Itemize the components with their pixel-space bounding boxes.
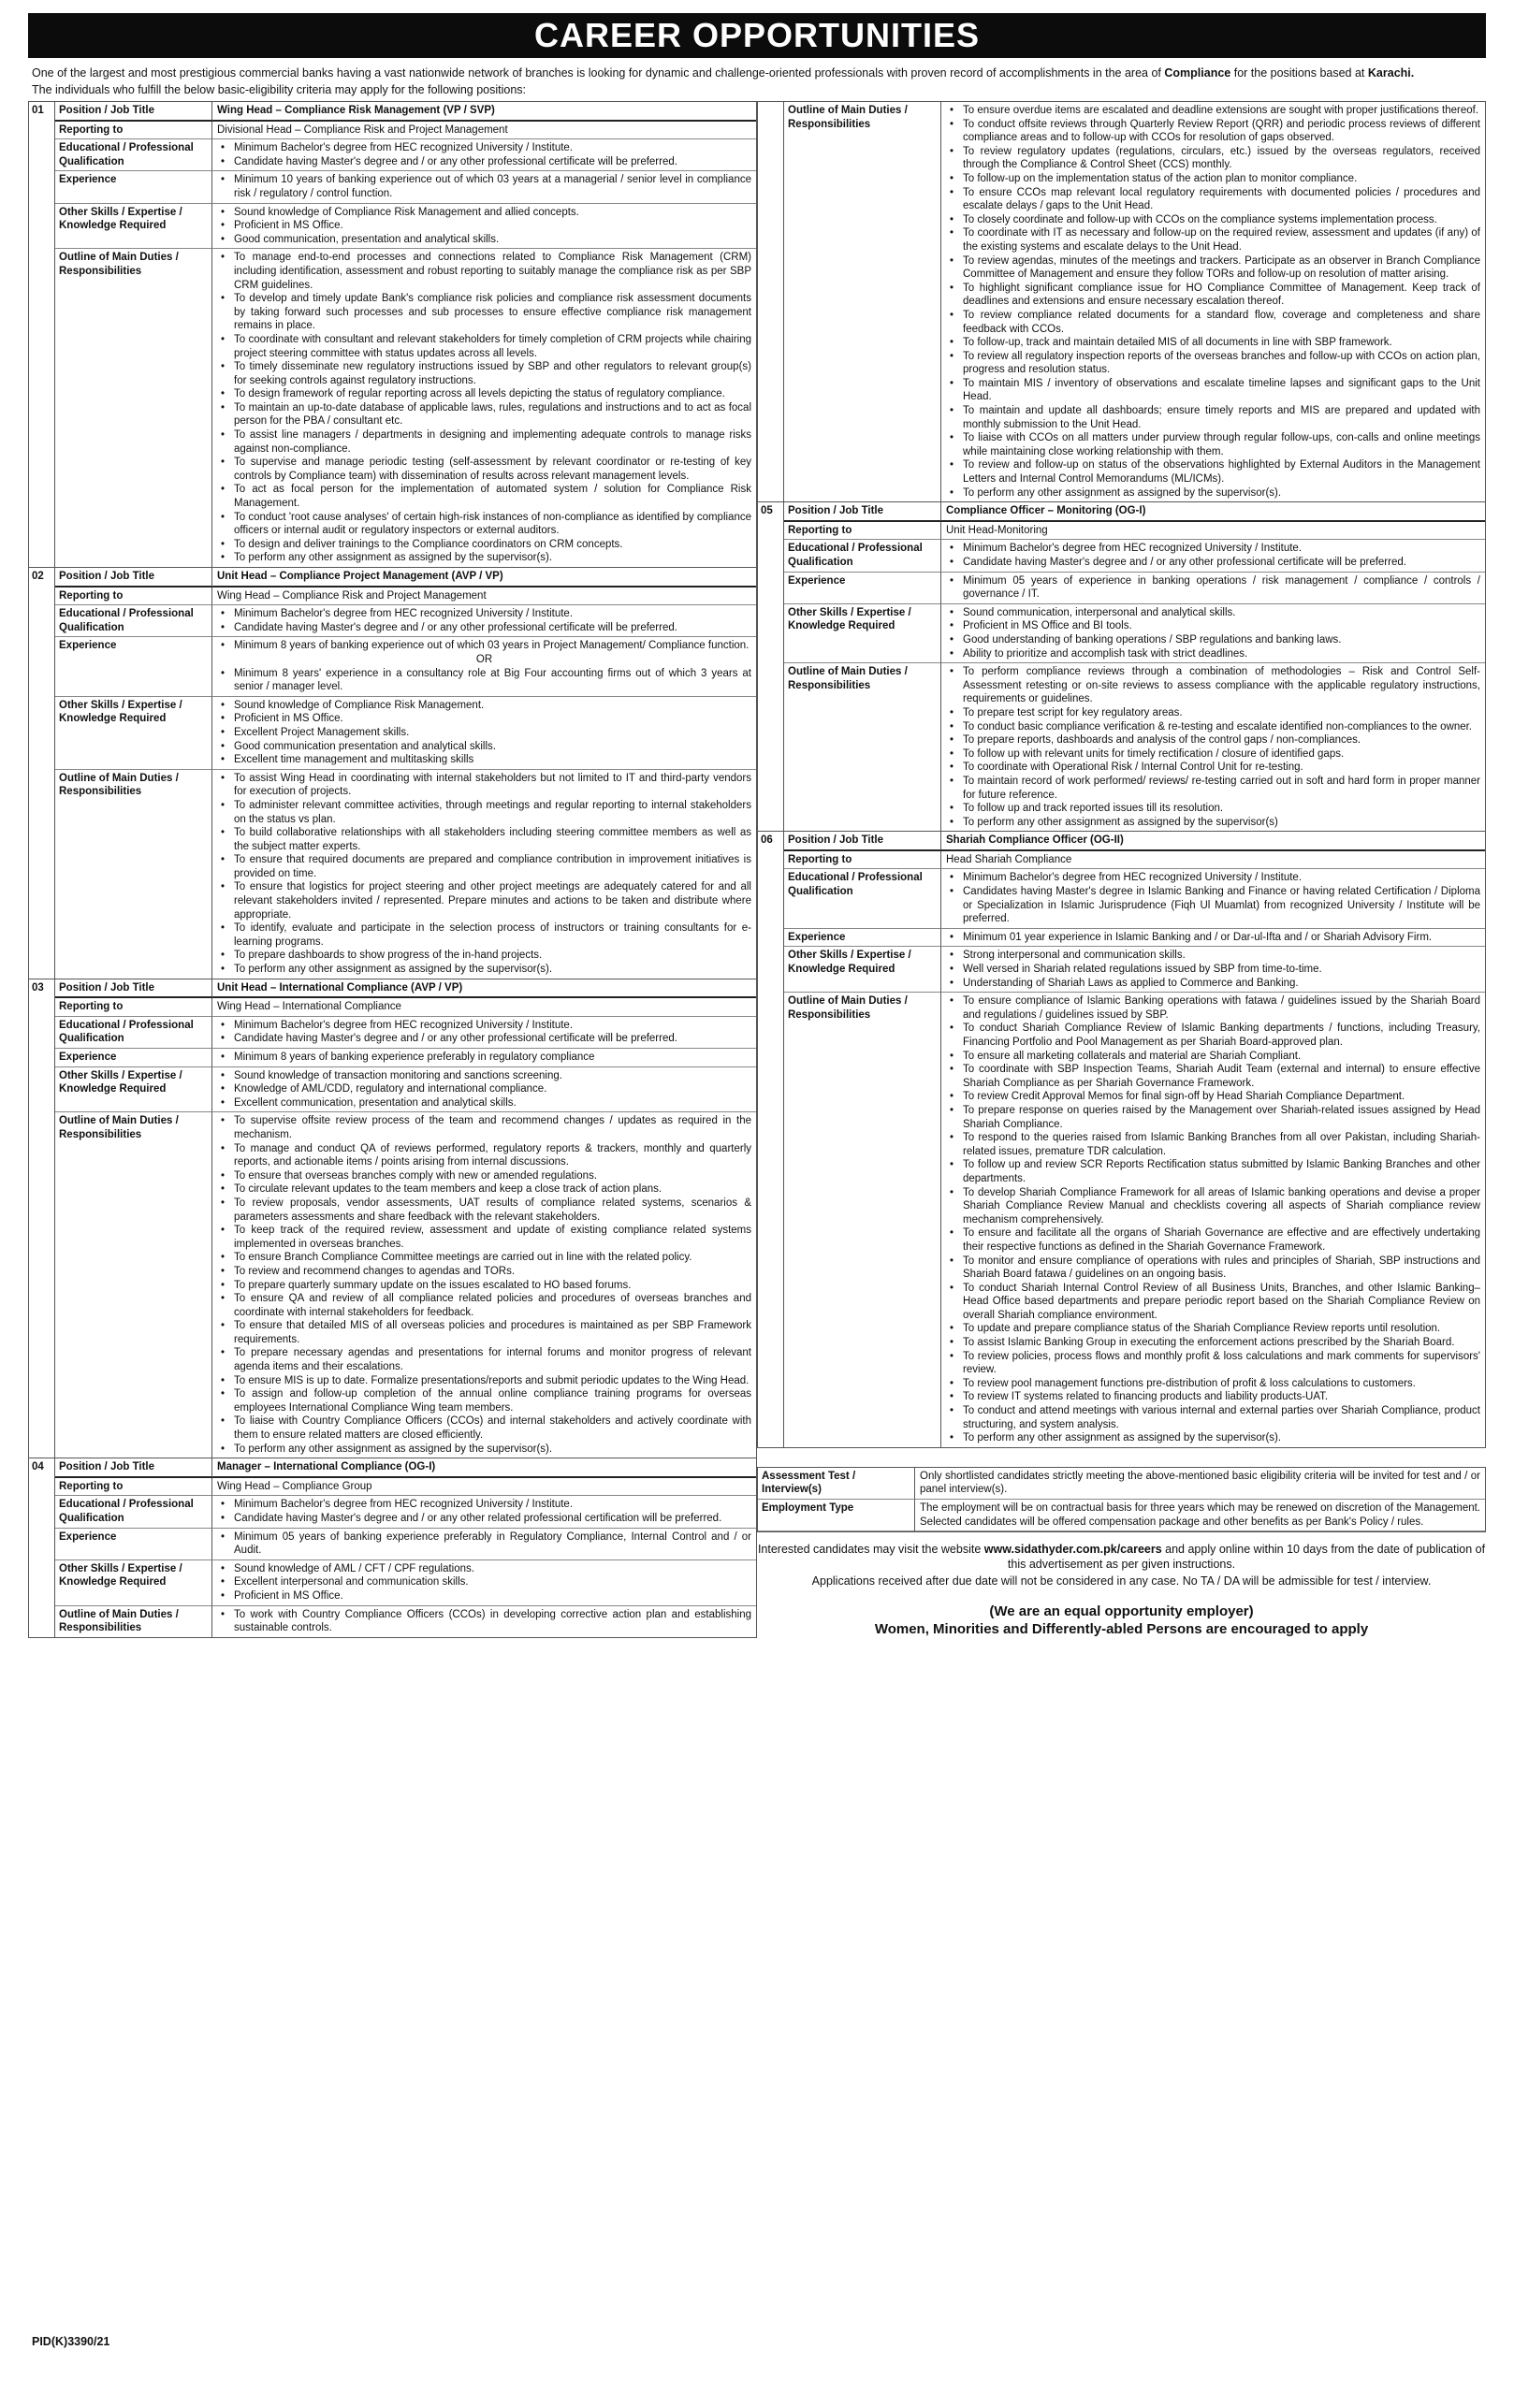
employment-text: The employment will be on contractual basis for three years which may be renewed on discretion of the Management. Selected candidates will be offered compensation package and other benefits as per Bank's Policy / rules.: [915, 1500, 1485, 1531]
skills-list: [217, 699, 751, 767]
position-label: Position / Job Title: [784, 832, 941, 851]
skills-list: [946, 949, 1480, 990]
skills-label: Other Skills / Expertise / Knowledge Required: [55, 1560, 212, 1606]
duties-value: [212, 249, 756, 567]
experience-value: [212, 637, 756, 696]
skills-value: [941, 604, 1485, 663]
skills-list-item: • Proficient in MS Office.: [217, 712, 751, 726]
duties-list-item: • To follow up and track reported issues till its resolution.: [946, 802, 1480, 816]
duties-label: Outline of Main Duties / Responsibilities: [784, 102, 941, 501]
duties-label: Outline of Main Duties / Responsibilities: [55, 249, 212, 567]
duties-list-item: • To perform any other assignment as assigned by the supervisor(s): [946, 816, 1480, 830]
position-block-04: [28, 1458, 757, 1638]
position-number: 04: [29, 1458, 55, 1637]
experience-label: Experience: [55, 637, 212, 696]
duties-list-item: • To perform any other assignment as assigned by the supervisor(s).: [217, 551, 751, 565]
experience-value: [941, 573, 1485, 604]
skills-list-item: • Good communication presentation and analytical skills.: [217, 740, 751, 754]
position-label: Position / Job Title: [55, 568, 212, 587]
duties-list-item: • To coordinate with Operational Risk / Internal Control Unit for re-testing.: [946, 761, 1480, 775]
education-list-item: • Minimum Bachelor's degree from HEC recognized University / Institute.: [946, 871, 1480, 885]
experience-item: • Minimum 8 years of banking experience out of which 03 years in Project Management/ Compliance function.: [217, 639, 751, 653]
position-label: Position / Job Title: [55, 1458, 212, 1478]
duties-list-item: • To develop and timely update Bank's compliance risk policies and compliance risk assessment documents by taking forward such processes and sub processes to ensure effective compliance risk management remains in place.: [217, 292, 751, 333]
advertisement-page: [0, 13, 1514, 2408]
skills-list-item: • Excellent Project Management skills.: [217, 726, 751, 740]
intro-text: One of the largest and most prestigious commercial banks having a vast nationwide network of branches is looking for dynamic and challenge-oriented professionals with proven record of accomplishments in the area of: [32, 66, 1161, 80]
experience-list: [946, 574, 1480, 602]
skills-value: [212, 1067, 756, 1113]
experience-list: [217, 1530, 751, 1558]
duties-list-item: • To review regulatory updates (regulations, circulars, etc.) issued by the overseas regulators, received through the Compliance & Control Sheet (CCS) monthly.: [946, 145, 1480, 172]
duties-list-item: • To prepare necessary agendas and presentations for internal forums and monitor progress of relevant agenda items and their escalations.: [217, 1346, 751, 1373]
skills-list: [217, 1562, 751, 1603]
duties-list-item: • To conduct 'root cause analyses' of certain high-risk instances of non-compliance as identified by compliance officers or internal audit or regulatory inspectors or external auditors.: [217, 511, 751, 538]
duties-label: Outline of Main Duties / Responsibilities: [784, 663, 941, 831]
experience-item: • Minimum 05 years of banking experience preferably in Regulatory Compliance, Internal Control and / or Audit.: [217, 1530, 751, 1558]
education-value: [212, 605, 756, 637]
education-list-item: • Minimum Bachelor's degree from HEC recognized University / Institute.: [946, 542, 1480, 556]
education-list: [217, 141, 751, 168]
duties-list-item: • To ensure that detailed MIS of all overseas policies and procedures is maintained as per SBP Framework requirements.: [217, 1319, 751, 1346]
skills-list-item: • Proficient in MS Office.: [217, 219, 751, 233]
duties-list-item: • To review all regulatory inspection reports of the overseas branches and follow-up with CCOs on action plan, progress and resolution status.: [946, 350, 1480, 377]
experience-options: [217, 639, 751, 693]
duties-list-item: • To prepare response on queries raised by the Management over Shariah-related issues assigned by Head Shariah Compliance.: [946, 1104, 1480, 1131]
skills-list-item: • Sound knowledge of transaction monitoring and sanctions screening.: [217, 1069, 751, 1083]
skills-label: Other Skills / Expertise / Knowledge Required: [55, 204, 212, 250]
duties-list-item: • To keep track of the required review, assessment and update of existing compliance related systems implemented in overseas branches.: [217, 1224, 751, 1251]
skills-label: Other Skills / Expertise / Knowledge Required: [55, 697, 212, 770]
education-list-item: • Minimum Bachelor's degree from HEC recognized University / Institute.: [217, 607, 751, 621]
duties-list-item: • To conduct Shariah Compliance Review of Islamic Banking departments / functions, including Treasury, Financing Portfolio and Pool Management as per Shariah Board-approved plan.: [946, 1022, 1480, 1049]
left-column: [28, 101, 757, 1638]
pid-code: PID(K)3390/21: [32, 2335, 110, 2348]
duties-list-item: • To act as focal person for the implementation of automated system / solution for Compliance Risk Management.: [217, 483, 751, 510]
duties-list-item: • To maintain and update all dashboards; ensure timely reports and MIS are prepared and updated with monthly submission to the Unit Head.: [946, 404, 1480, 431]
education-list-item: • Candidate having Master's degree and / or any other professional certificate will be preferred.: [217, 155, 751, 169]
education-label: Educational / Professional Qualification: [55, 139, 212, 171]
duties-list-item: • To monitor and ensure compliance of operations with rules and principles of Shariah, SBP instructions and Shariah Board fatawa / guidelines on an ongoing basis.: [946, 1255, 1480, 1282]
experience-label: Experience: [55, 1049, 212, 1067]
duties-list-item: • To follow-up, track and maintain detailed MIS of all documents in line with SBP framework.: [946, 336, 1480, 350]
reporting-to-label: Reporting to: [784, 522, 941, 541]
apply-text-b: and apply online within 10 days from the date of publication of this advertisement as per given instructions.: [1007, 1543, 1486, 1572]
duties-list-item: • To follow-up on the implementation status of the action plan to monitor compliance.: [946, 172, 1480, 186]
duties-list-item: • To ensure all marketing collaterals and material are Shariah Compliant.: [946, 1050, 1480, 1064]
duties-list-item: • To perform any other assignment as assigned by the supervisor(s).: [217, 963, 751, 977]
position-title: Unit Head – Compliance Project Management (AVP / VP): [212, 568, 756, 587]
website-link[interactable]: www.sidathyder.com.pk/careers: [983, 1543, 1162, 1557]
intro-text2: for the positions based at: [1233, 66, 1365, 80]
duties-label: Outline of Main Duties / Responsibilities: [784, 993, 941, 1447]
duties-list-item: • To ensure that overseas branches comply with new or amended regulations.: [217, 1169, 751, 1183]
duties-list-item: • To follow up with relevant units for timely rectification / closure of identified gaps.: [946, 747, 1480, 762]
experience-list: [217, 639, 751, 653]
duties-value: [212, 1112, 756, 1458]
duties-list-item: • To maintain record of work performed/ reviews/ re-testing carried out in soft and hard form in proper manner for future reference.: [946, 775, 1480, 802]
duties-list-item: • To work with Country Compliance Officers (CCOs) in developing corrective action plan and establishing sustainable controls.: [217, 1608, 751, 1635]
right-column: [757, 101, 1486, 1638]
duties-list: [217, 1114, 751, 1456]
position-number: 03: [29, 979, 55, 1458]
experience-item: • Minimum 10 years of banking experience out of which 03 years at a managerial / senior level in compliance risk / regulatory / control function.: [217, 173, 751, 200]
skills-list: [217, 206, 751, 247]
encourage-line: Women, Minorities and Differently-abled Persons are encouraged to apply: [874, 1621, 1369, 1638]
position-label: Position / Job Title: [784, 502, 941, 522]
position-number: 01: [29, 102, 55, 567]
education-value: [941, 869, 1485, 928]
duties-list-item: • To liaise with CCOs on all matters under purview through regular follow-ups, con-calls and online meetings while maintaining close working relationship with them.: [946, 431, 1480, 458]
reporting-to-value: Wing Head – Compliance Risk and Project Management: [212, 587, 756, 606]
duties-list-item: • To closely coordinate and follow-up with CCOs on the compliance systems implementation process.: [946, 213, 1480, 227]
education-value: [941, 540, 1485, 572]
education-value: [212, 1496, 756, 1528]
skills-list-item: • Sound knowledge of Compliance Risk Management and allied concepts.: [217, 206, 751, 220]
education-label: Educational / Professional Qualification: [55, 1017, 212, 1049]
intro-city: Karachi.: [1367, 66, 1415, 80]
duties-list-item: • To respond to the queries raised from Islamic Banking Branches from all over Pakistan, including Shariah-related issues, premature TDR calculation.: [946, 1131, 1480, 1158]
position-block-05: [757, 502, 1486, 832]
skills-list-item: • Ability to prioritize and accomplish task with strict deadlines.: [946, 647, 1480, 661]
duties-list-item: • To manage end-to-end processes and connections related to Compliance Risk Management (CRM) including identification, assessment and robust reporting to suitably manage the compliance risk as per SBP CRM guidelines.: [217, 251, 751, 292]
experience-list: [946, 931, 1480, 945]
duties-list-item: • To timely disseminate new regulatory instructions issued by SBP and other regulators to relevant group(s) for seeking controls against regulatory instructions.: [217, 360, 751, 387]
intro-paragraph: [28, 65, 1486, 80]
skills-list-item: • Proficient in MS Office and BI tools.: [946, 619, 1480, 633]
duties-list-item: • To design framework of regular reporting across all levels depicting the status of regulatory compliance.: [217, 387, 751, 401]
duties-value: [941, 993, 1485, 1447]
duties-list-item: • To ensure that logistics for project steering and other project meetings are adequately catered for and all relevant stakeholders invited / represented. Prepare minutes and actions to be taken and distribute where appropriate.: [217, 880, 751, 921]
duties-label: Outline of Main Duties / Responsibilities: [55, 1112, 212, 1458]
position-block-04-continued: [757, 101, 1486, 502]
duties-list: [946, 104, 1480, 500]
experience-label: Experience: [784, 573, 941, 604]
experience-or: OR: [475, 653, 493, 665]
skills-list-item: • Good understanding of banking operations / SBP regulations and banking laws.: [946, 633, 1480, 647]
duties-list-item: • To develop Shariah Compliance Framework for all areas of Islamic banking operations and devise a proper Shariah Compliance Review Manual and checklists covering all aspects of Shariah compliance review mechanism comprehensively.: [946, 1186, 1480, 1227]
education-list-item: • Candidate having Master's degree and / or any other professional certificate will be preferred.: [217, 1032, 751, 1046]
duties-list-item: • To review pool management functions pre-distribution of profit & loss calculations to customers.: [946, 1377, 1480, 1391]
education-list: [946, 871, 1480, 925]
duties-list-item: • To supervise offsite review process of the team and recommend changes / updates as required in the mechanism.: [217, 1114, 751, 1141]
duties-list-item: • To build collaborative relationships with all stakeholders including steering committee members as well as the subject matter experts.: [217, 826, 751, 853]
skills-label: Other Skills / Expertise / Knowledge Required: [784, 604, 941, 663]
position-title: Unit Head – International Compliance (AVP / VP): [212, 979, 756, 999]
education-list-item: • Minimum Bachelor's degree from HEC recognized University / Institute.: [217, 1498, 751, 1512]
reporting-to-value: Wing Head – International Compliance: [212, 998, 756, 1017]
duties-list-item: • To design and deliver trainings to the Compliance coordinators on CRM concepts.: [217, 538, 751, 552]
duties-list-item: • To maintain an up-to-date database of applicable laws, rules, regulations and instructions and to act as focal person for the PBA / consultant etc.: [217, 401, 751, 428]
education-list: [217, 607, 751, 634]
experience-value: [212, 1049, 756, 1067]
experience-list: [217, 173, 751, 200]
skills-value: [212, 204, 756, 250]
duties-value: [212, 770, 756, 979]
eligibility-line: The individuals who fulfill the below basic-eligibility criteria may apply for the following positions:: [32, 83, 527, 96]
duties-list-item: • To conduct and attend meetings with various internal and external parties over Shariah Compliance, product structuring, and system analysis.: [946, 1404, 1480, 1431]
page-title: CAREER OPPORTUNITIES: [28, 13, 1486, 58]
duties-list-item: • To review and follow-up on status of the observations highlighted by External Auditors in the Management Letters and Internal Control Memorandums (ML/ICMs).: [946, 458, 1480, 486]
skills-list-item: • Knowledge of AML/CDD, regulatory and international compliance.: [217, 1082, 751, 1096]
intro-highlight: Compliance: [1164, 66, 1231, 80]
skills-label: Other Skills / Expertise / Knowledge Required: [784, 947, 941, 993]
duties-list-item: • To follow up and review SCR Reports Rectification status submitted by Islamic Banking Branches and other departments.: [946, 1158, 1480, 1185]
duties-value: [212, 1606, 756, 1637]
experience-label: Experience: [55, 171, 212, 203]
duties-list-item: • To identify, evaluate and participate in the selection process of instructors or training consultants for e-learning programs.: [217, 921, 751, 949]
skills-list-item: • Well versed in Shariah related regulations issued by SBP from time-to-time.: [946, 963, 1480, 977]
skills-list-item: • Sound knowledge of AML / CFT / CPF regulations.: [217, 1562, 751, 1576]
positions-columns: [28, 101, 1486, 1638]
duties-list-item: • To review IT systems related to financing products and liability products-UAT.: [946, 1390, 1480, 1404]
education-value: [212, 139, 756, 171]
late-note: Applications received after due date will not be considered in any case. No TA / DA will be admissible for test / interview.: [811, 1574, 1432, 1588]
duties-list-item: • To perform any other assignment as assigned by the supervisor(s).: [946, 1431, 1480, 1445]
experience-label: Experience: [55, 1529, 212, 1560]
reporting-to-value: Unit Head-Monitoring: [941, 522, 1485, 541]
duties-list-item: • To conduct Shariah Internal Control Review of all Business Units, Branches, and other Islamic Banking–Head Office based departments and prepare periodic report based on the Shariah Compliance Review on overall Shariah compliance environment.: [946, 1282, 1480, 1323]
experience-value: [212, 1529, 756, 1560]
reporting-to-label: Reporting to: [784, 851, 941, 870]
duties-list-item: • To ensure overdue items are escalated and deadline extensions are sought with proper justifications thereof.: [946, 104, 1480, 118]
education-list-item: • Candidate having Master's degree and / or any other related professional certification will be preferred.: [217, 1512, 751, 1526]
duties-list-item: • To prepare dashboards to show progress of the in-hand projects.: [217, 949, 751, 963]
duties-list-item: • To manage and conduct QA of reviews performed, regulatory reports & trackers, monthly and quarterly reports, and actionable items / points arising from internal discussions.: [217, 1142, 751, 1169]
position-block-03: [28, 979, 757, 1459]
reporting-to-label: Reporting to: [55, 998, 212, 1017]
duties-list-item: • To assign and follow-up completion of the annual online compliance training programs for overseas employees International Compliance Wing team members.: [217, 1387, 751, 1414]
skills-list-item: • Excellent communication, presentation and analytical skills.: [217, 1096, 751, 1110]
position-number: 06: [758, 832, 784, 1447]
position-label: Position / Job Title: [55, 102, 212, 122]
duties-list-item: • To coordinate with consultant and relevant stakeholders for timely completion of CRM projects while chairing project steering committee with status updates across all levels.: [217, 333, 751, 360]
reporting-to-label: Reporting to: [55, 1478, 212, 1497]
skills-value: [212, 1560, 756, 1606]
skills-list-item: • Good communication, presentation and analytical skills.: [217, 233, 751, 247]
education-list: [946, 542, 1480, 569]
duties-list-item: • To ensure QA and review of all compliance related policies and procedures of overseas branches and coordinate with internal stakeholders for feedback.: [217, 1292, 751, 1319]
skills-list-item: • Sound communication, interpersonal and analytical skills.: [946, 606, 1480, 620]
experience-value: [941, 929, 1485, 948]
position-title: Shariah Compliance Officer (OG-II): [941, 832, 1485, 851]
skills-list-item: • Understanding of Shariah Laws as applied to Commerce and Banking.: [946, 977, 1480, 991]
experience-item: • Minimum 8 years' experience in a consultancy role at Big Four accounting firms out of which 3 years at senior / manager level.: [217, 667, 751, 694]
reporting-to-value: Wing Head – Compliance Group: [212, 1478, 756, 1497]
apply-text-a: Interested candidates may visit the website: [757, 1543, 982, 1557]
reporting-to-label: Reporting to: [55, 122, 212, 140]
skills-value: [941, 947, 1485, 993]
duties-list-item: • To review proposals, vendor assessments, UAT results of compliance related systems, scenarios & parameters assessments and share feedback with the relevant stakeholders.: [217, 1197, 751, 1224]
duties-list: [946, 994, 1480, 1445]
experience-item: • Minimum 05 years of experience in banking operations / risk management / compliance / controls / governance / IT.: [946, 574, 1480, 602]
duties-list-item: • To review agendas, minutes of the meetings and trackers. Participate as an observer in Branch Compliance Committee of Management and ensure they follow TORs and follow-up on resolution of matter arising.: [946, 254, 1480, 282]
experience-item: • Minimum 01 year experience in Islamic Banking and / or Dar-ul-Ifta and / or Shariah Advisory Firm.: [946, 931, 1480, 945]
position-number: 05: [758, 502, 784, 831]
duties-list: [217, 772, 751, 977]
duties-list-item: • To review policies, process flows and monthly profit & loss calculations and mark comments for supervisors' review.: [946, 1350, 1480, 1377]
skills-list-item: • Sound knowledge of Compliance Risk Management.: [217, 699, 751, 713]
employment-label: Employment Type: [758, 1500, 915, 1531]
duties-list-item: • To review Credit Approval Memos for final sign-off by Head Shariah Compliance Department.: [946, 1090, 1480, 1104]
duties-list-item: • To assist line managers / departments in designing and implementing adequate controls to manage risks against non-compliance.: [217, 428, 751, 456]
duties-list-item: • To ensure MIS is up to date. Formalize presentations/reports and submit periodic updates to the Wing Head.: [217, 1374, 751, 1388]
duties-list-item: • To perform compliance reviews through a combination of methodologies – Risk and Control Self-Assessment retesting or on-site reviews to assess compliance with the applicable regulatory instructions, requirements or guidelines.: [946, 665, 1480, 706]
skills-list-item: • Proficient in MS Office.: [217, 1589, 751, 1603]
education-list: [217, 1019, 751, 1046]
education-list-item: • Minimum Bachelor's degree from HEC recognized University / Institute.: [217, 141, 751, 155]
footer-table: [757, 1467, 1486, 1532]
duties-list-item: • To assist Wing Head in coordinating with internal stakeholders but not limited to IT and third-party vendors for execution of projects.: [217, 772, 751, 799]
duties-list-item: • To update and prepare compliance status of the Shariah Compliance Review reports until resolution.: [946, 1322, 1480, 1336]
duties-list-item: • To ensure compliance of Islamic Banking operations with fatawa / guidelines issued by the Shariah Board and regulations / guidelines issued by SBP.: [946, 994, 1480, 1022]
duties-list: [217, 1608, 751, 1635]
duties-list-item: • To administer relevant committee activities, through meetings and regular reporting to internal stakeholders on the status vs plan.: [217, 799, 751, 826]
duties-list-item: • To ensure and facilitate all the organs of Shariah Governance are effective and are effectively undertaking their respective functions as defined in the Shariah Governance Framework.: [946, 1226, 1480, 1254]
experience-list: [217, 1051, 751, 1065]
reporting-to-value: Divisional Head – Compliance Risk and Project Management: [212, 122, 756, 140]
experience-item: • Minimum 8 years of banking experience preferably in regulatory compliance: [217, 1051, 751, 1065]
duties-list-item: • To circulate relevant updates to the team members and keep a close track of action plans.: [217, 1182, 751, 1197]
duties-value: [941, 102, 1485, 501]
skills-list: [217, 1069, 751, 1110]
skills-list: [946, 606, 1480, 660]
education-list-item: • Minimum Bachelor's degree from HEC recognized University / Institute.: [217, 1019, 751, 1033]
position-number-blank: [758, 102, 784, 501]
duties-list-item: • To conduct basic compliance verification & re-testing and escalate identified non-compliances to the owner.: [946, 720, 1480, 734]
education-label: Educational / Professional Qualification: [55, 1496, 212, 1528]
experience-label: Experience: [784, 929, 941, 948]
position-number: 02: [29, 568, 55, 979]
reporting-to-label: Reporting to: [55, 587, 212, 606]
position-label: Position / Job Title: [55, 979, 212, 999]
education-list: [217, 1498, 751, 1525]
duties-list-item: • To assist Islamic Banking Group in executing the enforcement actions prescribed by the Shariah Board.: [946, 1336, 1480, 1350]
position-block-06: [757, 832, 1486, 1448]
position-block-01: [28, 101, 757, 568]
duties-label: Outline of Main Duties / Responsibilities: [55, 1606, 212, 1637]
skills-list-item: • Excellent time management and multitasking skills: [217, 753, 751, 767]
duties-list-item: • To liaise with Country Compliance Officers (CCOs) and internal stakeholders and actively coordinate with them to ensure related matters are closed efficiently.: [217, 1414, 751, 1442]
assessment-text: Only shortlisted candidates strictly meeting the above-mentioned basic eligibility criteria will be invited for test and / or panel interview(s).: [915, 1468, 1485, 1500]
duties-list-item: • To conduct offsite reviews through Quarterly Review Report (QRR) and periodic process reviews of different compliance areas and to follow-up with CCOs for resolution of gaps observed.: [946, 118, 1480, 145]
equal-opportunity: (We are an equal opportunity employer): [989, 1603, 1254, 1620]
duties-list-item: • To coordinate with IT as necessary and follow-up on the required review, assessment and updates (if any) of the existing systems and escalate delays to the Unit Head.: [946, 226, 1480, 254]
experience-list: [217, 667, 751, 694]
duties-list-item: • To perform any other assignment as assigned by the supervisor(s).: [217, 1443, 751, 1457]
position-title: Compliance Officer – Monitoring (OG-I): [941, 502, 1485, 522]
education-label: Educational / Professional Qualification: [784, 540, 941, 572]
position-block-02: [28, 568, 757, 979]
duties-value: [941, 663, 1485, 831]
duties-list-item: • To supervise and manage periodic testing (self-assessment by relevant coordinator or re-testing of key controls by Compliance team) with dissemination of results across relevant management levels.: [217, 456, 751, 483]
duties-list-item: • To maintain MIS / inventory of observations and escalate timeline lapses and significant gaps to the Unit Head.: [946, 377, 1480, 404]
education-label: Educational / Professional Qualification: [55, 605, 212, 637]
assessment-label: Assessment Test / Interview(s): [758, 1468, 915, 1500]
education-label: Educational / Professional Qualification: [784, 869, 941, 928]
apply-note: [757, 1542, 1486, 1572]
reporting-to-value: Head Shariah Compliance: [941, 851, 1485, 870]
education-value: [212, 1017, 756, 1049]
skills-label: Other Skills / Expertise / Knowledge Required: [55, 1067, 212, 1113]
duties-list-item: • To review compliance related documents for a standard flow, coverage and completeness and share feedback with CCOs.: [946, 309, 1480, 336]
duties-list-item: • To review and recommend changes to agendas and TORs.: [217, 1265, 751, 1279]
education-list-item: • Candidate having Master's degree and / or any other professional certificate will be preferred.: [946, 556, 1480, 570]
experience-value: [212, 171, 756, 203]
position-title: Manager – International Compliance (OG-I): [212, 1458, 756, 1478]
duties-list-item: • To ensure CCOs map relevant local regulatory requirements with documented policies / procedures and escalate delays / gaps to the Unit Head.: [946, 186, 1480, 213]
duties-list-item: • To prepare test script for key regulatory areas.: [946, 706, 1480, 720]
duties-list-item: • To coordinate with SBP Inspection Teams, Shariah Audit Team (external and internal) to ensure effective Shariah Compliance as per Shariah Governance Framework.: [946, 1063, 1480, 1090]
duties-label: Outline of Main Duties / Responsibilities: [55, 770, 212, 979]
position-title: Wing Head – Compliance Risk Management (VP / SVP): [212, 102, 756, 122]
duties-list-item: • To highlight significant compliance issue for HO Compliance Committee of Management. Keep track of deadlines and extensions and ensure necessary escalation thereof.: [946, 282, 1480, 309]
duties-list-item: • To ensure that required documents are prepared and compliance contribution in improvement initiatives is provided on time.: [217, 853, 751, 880]
duties-list: [946, 665, 1480, 829]
duties-list: [217, 251, 751, 565]
education-list-item: • Candidate having Master's degree and / or any other professional certificate will be preferred.: [217, 621, 751, 635]
duties-list-item: • To ensure Branch Compliance Committee meetings are carried out in line with the related policy.: [217, 1251, 751, 1265]
duties-list-item: • To perform any other assignment as assigned by the supervisor(s).: [946, 486, 1480, 500]
duties-list-item: • To prepare quarterly summary update on the issues escalated to HO based forums.: [217, 1279, 751, 1293]
skills-list-item: • Strong interpersonal and communication skills.: [946, 949, 1480, 963]
education-list-item: • Candidates having Master's degree in Islamic Banking and Finance or having related Certification / Diploma or Specialization in Islamic Jurisprudence (Fiqh Ul Muamlat) from recognized University / Institute will be preferred.: [946, 885, 1480, 926]
skills-value: [212, 697, 756, 770]
duties-list-item: • To prepare reports, dashboards and analysis of the control gaps / non-compliances.: [946, 733, 1480, 747]
skills-list-item: • Excellent interpersonal and communication skills.: [217, 1575, 751, 1589]
